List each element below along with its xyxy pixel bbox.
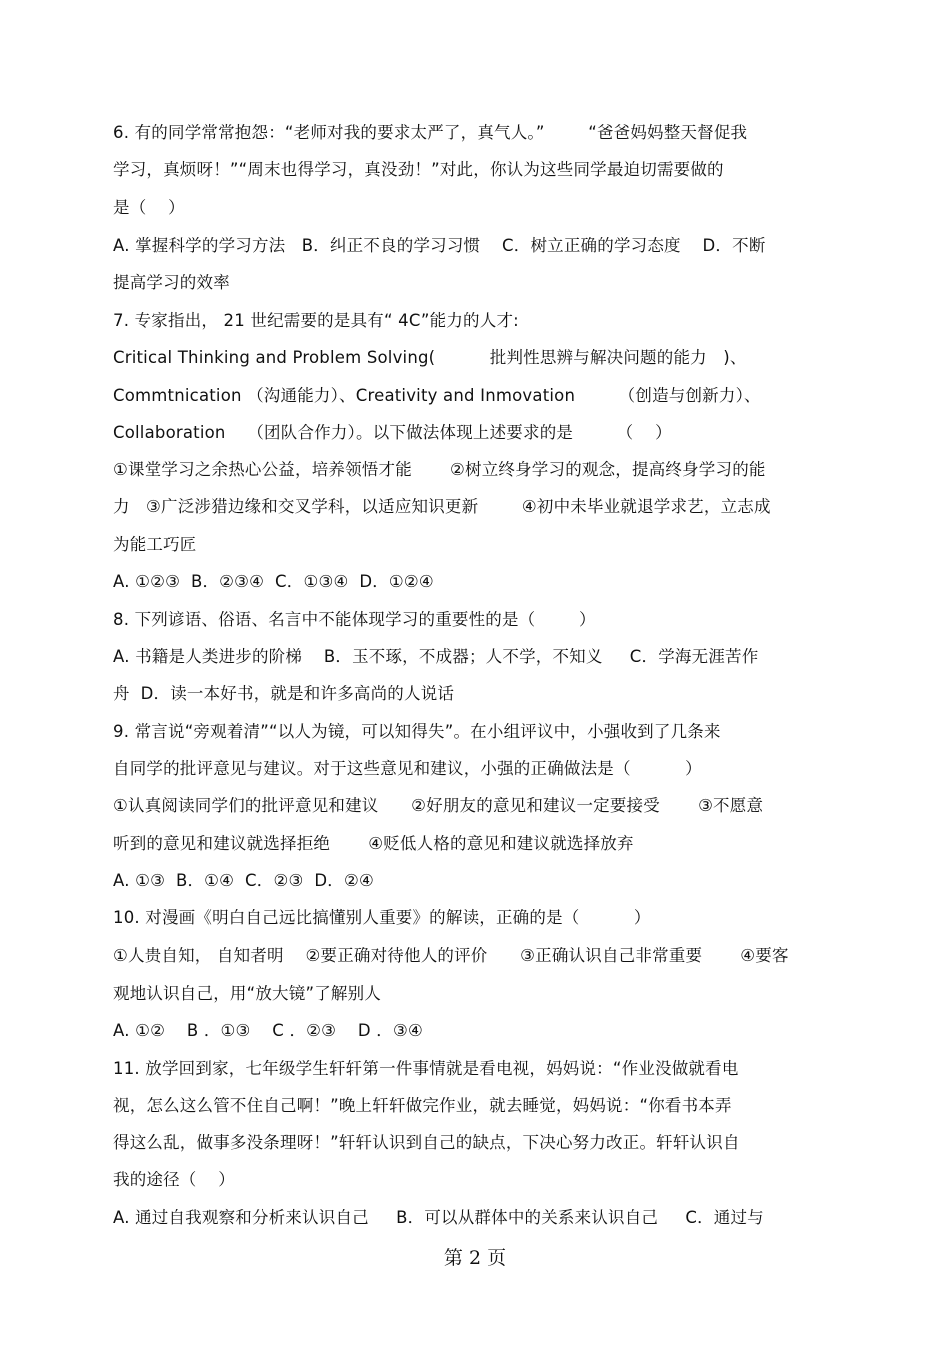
q10-options: A. ①② B ．①③ C ．②③ D ．③④ <box>113 1021 423 1040</box>
q11-line-1: 11. 放学回到家，七年级学生轩轩第一件事情就是看电视，妈妈说：“作业没做就看电 <box>113 1059 739 1078</box>
q9-line-1: 9. 常言说“旁观着清”“以人为镜，可以知得失”。在小组评议中，小强收到了几条来 <box>113 722 721 741</box>
q10-line-1: 10. 对漫画《明白自己远比搞懂别人重要》的解读，正确的是（ ） <box>113 908 651 927</box>
q7-line-2: Critical Thinking and Problem Solving( 批判性思辨与解决问题的能力 )、 <box>113 348 747 367</box>
q6-line-3: 是（ ） <box>113 198 185 217</box>
q11-line-2: 视，怎么这么管不住自己啊！”晚上轩轩做完作业，就去睡觉，妈妈说：“你看书本弄 <box>113 1096 732 1115</box>
q9-line-2: 自同学的批评意见与建议。对于这些意见和建议，小强的正确做法是（ ） <box>113 759 702 778</box>
q8-options-cont: 舟 D．读一本好书，就是和许多高尚的人说话 <box>113 684 455 703</box>
q7-line-4: Collaboration （团队合作力）。以下做法体现上述要求的是 （ ） <box>113 423 672 442</box>
q9-statements-2: 听到的意见和建议就选择拒绝 ④贬低人格的意见和建议就选择放弃 <box>113 834 634 853</box>
q11-line-4: 我的途径（ ） <box>113 1170 235 1189</box>
q7-statements-3: 为能工巧匠 <box>113 535 197 554</box>
q7-statements-2: 力 ③广泛涉猎边缘和交叉学科，以适应知识更新 ④初中未毕业就退学求艺，立志成 <box>113 497 771 516</box>
q11-line-3: 得这么乱，做事多没条理呀！”轩轩认识到自己的缺点，下决心努力改正。轩轩认识自 <box>113 1133 740 1152</box>
q7-statements-1: ①课堂学习之余热心公益，培养领悟才能 ②树立终身学习的观念，提高终身学习的能 <box>113 460 766 479</box>
q8-line-1: 8. 下列谚语、俗语、名言中不能体现学习的重要性的是（ ） <box>113 610 596 629</box>
q6-line-2: 学习，真烦呀！”“周末也得学习，真没劲！”对此，你认为这些同学最迫切需要做的 <box>113 160 724 179</box>
q6-options: A. 掌握科学的学习方法 B．纠正不良的学习习惯 C．树立正确的学习态度 D．不断 <box>113 236 766 255</box>
q7-line-3: Commtnication （沟通能力）、Creativity and Inmovation （创造与创新力）、 <box>113 386 761 405</box>
q9-options: A. ①③ B．①④ C．②③ D．②④ <box>113 871 374 890</box>
q11-options: A. 通过自我观察和分析来认识自己 B．可以从群体中的关系来认识自己 C．通过与 <box>113 1208 764 1227</box>
page-number: 第 2 页 <box>443 1247 507 1269</box>
q7-line-1: 7. 专家指出， 21 世纪需要的是具有“ 4C”能力的人才: <box>113 311 519 330</box>
q10-statements-1: ①人贵自知， 自知者明 ②要正确对待他人的评价 ③正确认识自己非常重要 ④要客 <box>113 946 789 965</box>
q10-statements-2: 观地认识自己，用“放大镜”了解别人 <box>113 984 381 1003</box>
q8-options: A. 书籍是人类进步的阶梯 B．玉不琢，不成器；人不学，不知义 C．学海无涯苦作 <box>113 647 759 666</box>
q6-line-1: 6. 有的同学常常抱怨：“老师对我的要求太严了，真气人。” “爸爸妈妈整天督促我 <box>113 123 748 142</box>
q9-statements-1: ①认真阅读同学们的批评意见和建议 ②好朋友的意见和建议一定要接受 ③不愿意 <box>113 796 764 815</box>
q6-options-cont: 提高学习的效率 <box>113 273 230 292</box>
q7-options: A. ①②③ B．②③④ C．①③④ D．①②④ <box>113 572 434 591</box>
